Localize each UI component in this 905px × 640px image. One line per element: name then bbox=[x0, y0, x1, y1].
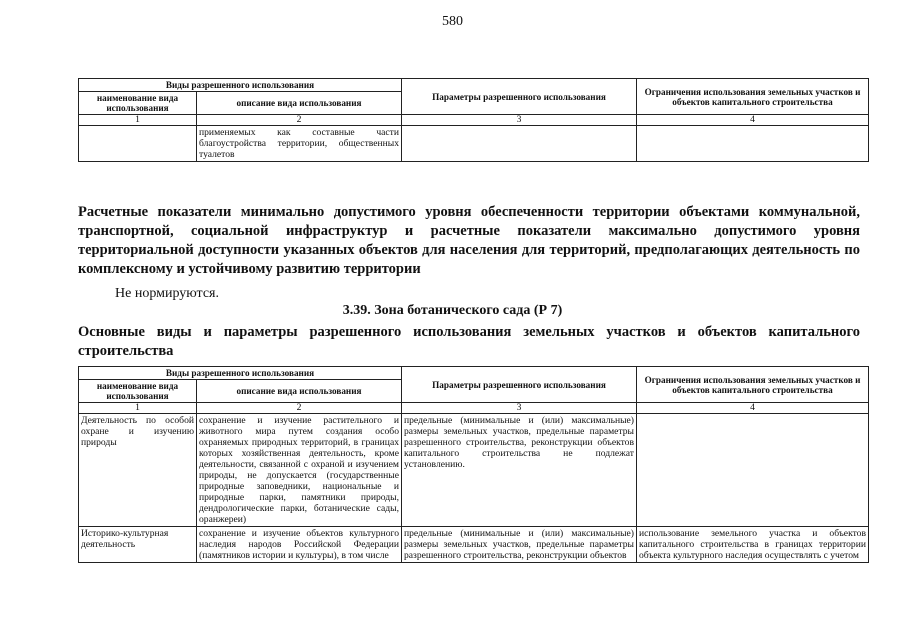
cell-description: сохранение и изучение растительного и животного мира путем создания особо охраняемых природных территорий, в границах которых хозяйственная деятельность, кроме деятельности, связанной с охраной и изучением природы, не допускается (государственные природные заповедники, национальные и природные парки, памятники природы, дендрологические парки, ботанические сады, оранжереи) bbox=[197, 414, 402, 527]
header-limits: Ограничения использования земельных участков и объектов капитального строительства bbox=[637, 79, 869, 115]
cell-description: применяемых как составные части благоустройства территории, общественных туалетов bbox=[197, 126, 402, 162]
cell-params: предельные (минимальные и (или) максимальные) размеры земельных участков, предельные параметры разрешенного строительства, реконструкции объектов капитального строительства не подлежат установлению. bbox=[402, 414, 637, 527]
column-number: 4 bbox=[637, 115, 869, 126]
cell-params: предельные (минимальные и (или) максимальные) размеры земельных участков, предельные параметры разрешенного строительства, реконструкции объектов bbox=[402, 527, 637, 563]
column-numbers-row bbox=[79, 115, 869, 126]
column-number: 3 bbox=[402, 115, 637, 126]
column-number: 2 bbox=[197, 115, 402, 126]
cell-params bbox=[402, 126, 637, 162]
header-name: наименование вида использования bbox=[79, 380, 197, 403]
section-title: 3.39. Зона ботанического сада (Р 7) bbox=[342, 303, 563, 318]
header-name: наименование вида использования bbox=[79, 92, 197, 115]
cell-name bbox=[79, 126, 197, 162]
column-number: 1 bbox=[79, 115, 197, 126]
column-numbers-row bbox=[79, 403, 869, 414]
header-params: Параметры разрешенного использования bbox=[402, 79, 637, 115]
table-row bbox=[79, 126, 869, 162]
not-regulated-note: Не нормируются. bbox=[115, 286, 219, 301]
column-number: 1 bbox=[79, 403, 197, 414]
header-group: Виды разрешенного использования bbox=[79, 367, 402, 380]
header-description: описание вида использования bbox=[197, 92, 402, 115]
column-number: 4 bbox=[637, 403, 869, 414]
main-uses-heading: Основные виды и параметры разрешенного использования земельных участков и объектов капитального строительства bbox=[78, 324, 860, 359]
header-params: Параметры разрешенного использования bbox=[402, 367, 637, 403]
cell-description: сохранение и изучение объектов культурного наследия народов Российской Федерации (памятников истории и культуры), в том числе bbox=[197, 527, 402, 563]
column-number: 2 bbox=[197, 403, 402, 414]
header-limits: Ограничения использования земельных участков и объектов капитального строительства bbox=[637, 367, 869, 403]
table-row bbox=[79, 527, 869, 563]
header-group: Виды разрешенного использования bbox=[79, 79, 402, 92]
column-number: 3 bbox=[402, 403, 637, 414]
cell-limits bbox=[637, 126, 869, 162]
cell-limits: использование земельного участка и объектов капитального строительства в границах территории объекта культурного наследия осуществлять с учетом bbox=[637, 527, 869, 563]
permitted-use-table-continued bbox=[78, 78, 869, 162]
infrastructure-indicators-heading: Расчетные показатели минимально допустимого уровня обеспеченности территории объектами коммунальной, транспортной, социальной инфраструктур и расчетные показатели максимально допустимого уровня территориальной доступности указанных объектов для населения для территорий, предполагающих деятельность по комплексному и устойчивому развитию территории bbox=[78, 204, 860, 277]
page-number: 580 bbox=[442, 14, 463, 29]
cell-name: Деятельность по особой охране и изучению природы bbox=[79, 414, 197, 527]
cell-limits bbox=[637, 414, 869, 527]
botanical-garden-uses-table bbox=[78, 366, 869, 563]
header-description: описание вида использования bbox=[197, 380, 402, 403]
table-row bbox=[79, 414, 869, 527]
cell-name: Историко-культурная деятельность bbox=[79, 527, 197, 563]
